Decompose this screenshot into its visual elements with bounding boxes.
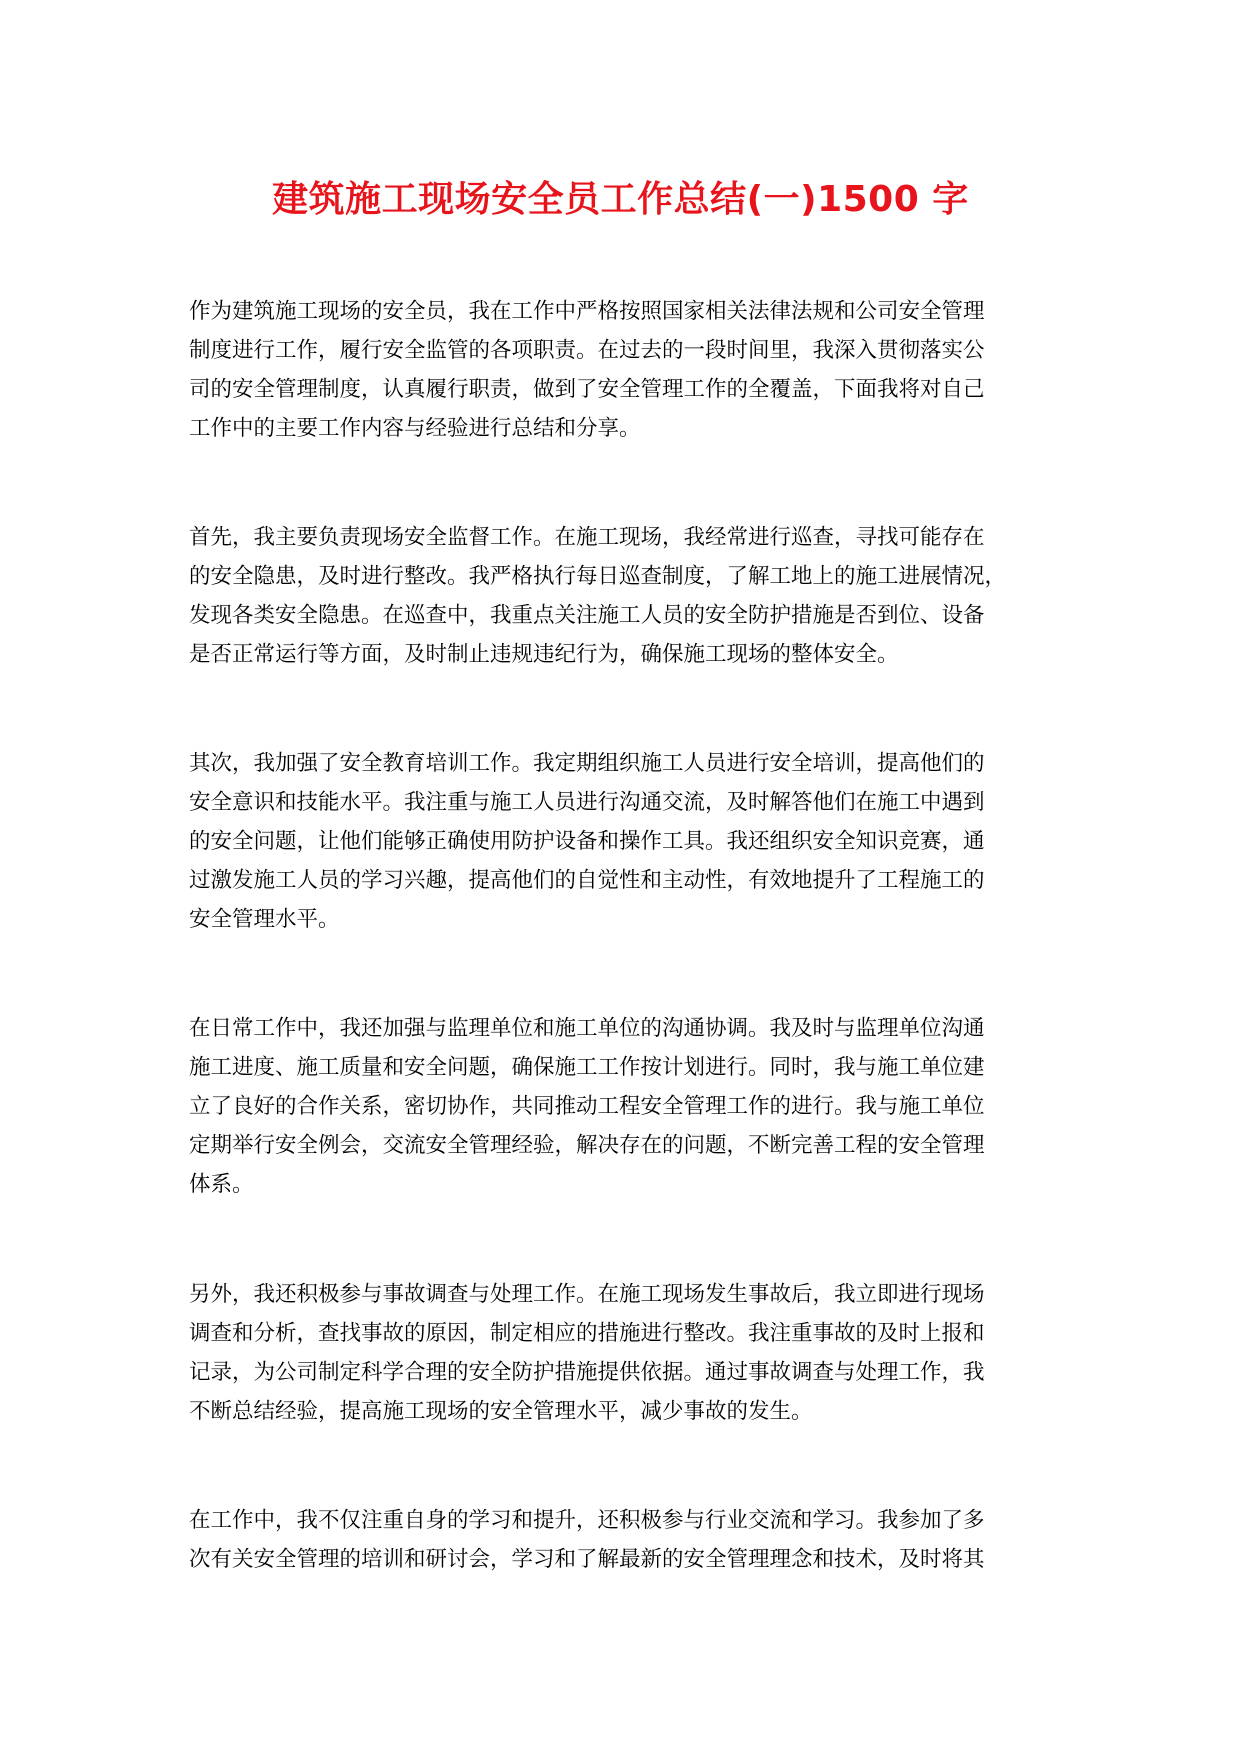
paragraph-line: 司的安全管理制度，认真履行职责，做到了安全管理工作的全覆盖，下面我将对自己 [189,377,985,402]
paragraph-line: 次有关安全管理的培训和研讨会，学习和了解最新的安全管理理念和技术，及时将其 [189,1547,985,1572]
paragraph-line: 过激发施工人员的学习兴趣，提高他们的自觉性和主动性，有效地提升了工程施工的 [189,868,985,893]
paragraph-line: 工作中的主要工作内容与经验进行总结和分享。 [189,416,641,441]
paragraph-coordination [189,1009,1049,1204]
paragraph-line: 立了良好的合作关系，密切协作，共同推动工程安全管理工作的进行。我与施工单位 [189,1094,985,1119]
paragraph-learning [189,1501,1049,1579]
paragraph-line: 记录，为公司制定科学合理的安全防护措施提供依据。通过事故调查与处理工作，我 [189,1360,985,1385]
paragraph-line: 安全意识和技能水平。我注重与施工人员进行沟通交流，及时解答他们在施工中遇到 [189,790,985,815]
paragraph-line: 定期举行安全例会，交流安全管理经验，解决存在的问题，不断完善工程的安全管理 [189,1133,985,1158]
paragraph-line: 调查和分析，查找事故的原因，制定相应的措施进行整改。我注重事故的及时上报和 [189,1321,985,1346]
paragraph-intro [189,292,1049,448]
paragraph-line: 在工作中，我不仅注重自身的学习和提升，还积极参与行业交流和学习。我参加了多 [189,1508,985,1533]
paragraph-line: 的安全隐患，及时进行整改。我严格执行每日巡查制度，了解工地上的施工进展情况， [189,564,1007,589]
document-title: 建筑施工现场安全员工作总结(一)1500 字 [272,179,969,220]
paragraph-accident-investigation [189,1275,1049,1431]
paragraph-safety-training [189,744,1049,939]
paragraph-line: 在日常工作中，我还加强与监理单位和施工单位的沟通协调。我及时与监理单位沟通 [189,1016,985,1041]
paragraph-line: 的安全问题，让他们能够正确使用防护设备和操作工具。我还组织安全知识竞赛，通 [189,829,985,854]
paragraph-line: 作为建筑施工现场的安全员，我在工作中严格按照国家相关法律法规和公司安全管理 [189,299,985,324]
paragraph-line: 施工进度、施工质量和安全问题，确保施工工作按计划进行。同时，我与施工单位建 [189,1055,985,1080]
paragraph-line: 首先，我主要负责现场安全监督工作。在施工现场，我经常进行巡查，寻找可能存在 [189,525,985,550]
paragraph-line: 体系。 [189,1172,254,1197]
paragraph-line: 安全管理水平。 [189,907,340,932]
paragraph-site-supervision [189,518,1049,674]
paragraph-line: 是否正常运行等方面，及时制止违规违纪行为，确保施工现场的整体安全。 [189,642,899,667]
paragraph-line: 制度进行工作，履行安全监管的各项职责。在过去的一段时间里，我深入贯彻落实公 [189,338,985,363]
paragraph-line: 另外，我还积极参与事故调查与处理工作。在施工现场发生事故后，我立即进行现场 [189,1282,985,1307]
paragraph-line: 不断总结经验，提高施工现场的安全管理水平，减少事故的发生。 [189,1399,813,1424]
paragraph-line: 其次，我加强了安全教育培训工作。我定期组织施工人员进行安全培训，提高他们的 [189,751,985,776]
paragraph-line: 发现各类安全隐患。在巡查中，我重点关注施工人员的安全防护措施是否到位、设备 [189,603,985,628]
